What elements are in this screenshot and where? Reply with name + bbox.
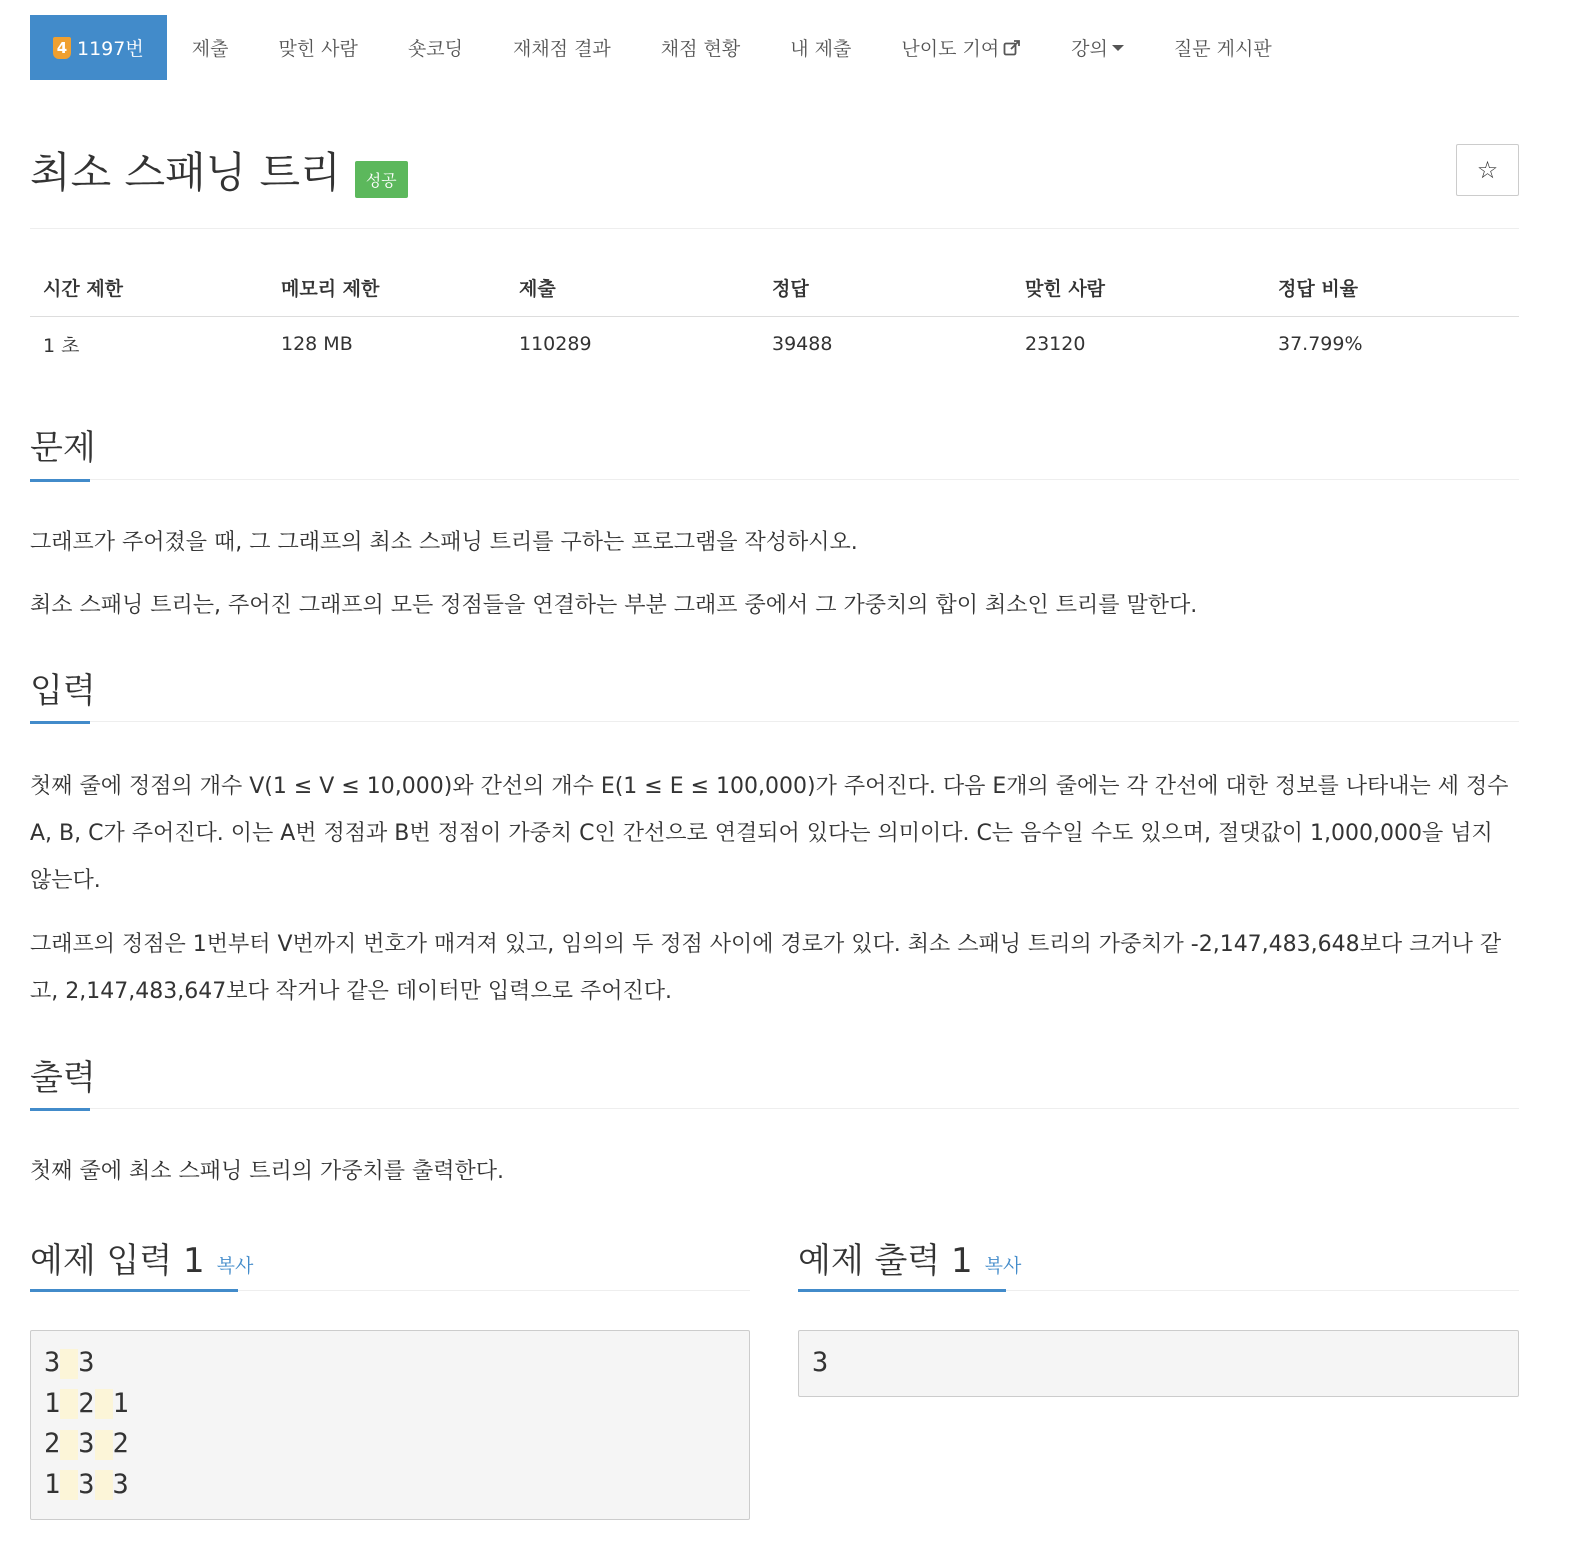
sample-input-underline — [30, 1289, 238, 1292]
nav-question-board[interactable] — [1149, 15, 1297, 80]
whitespace-marker — [60, 1349, 78, 1379]
section-underline-output — [30, 1108, 90, 1111]
whitespace-marker — [60, 1430, 78, 1460]
nav-question-board-label: 질문 게시판 — [1173, 38, 1272, 60]
sample-output-box[interactable] — [798, 1330, 1519, 1397]
info-header-memory-limit: 메모리 제한 — [268, 260, 506, 316]
nav-judge-status[interactable] — [636, 15, 765, 80]
sample-input-token: 2 — [78, 1387, 95, 1419]
input-description-1: 첫째 줄에 정점의 개수 V(1 ≤ V ≤ 10,000)와 간선의 개수 E(1 ≤ E ≤ 100,000)가 주어진다. 다음 E개의 줄에는 각 간선에 대한 정보를 나타내는 세 정수 A, B, C가 주어진다. 이는 A번 정점과 B번 정점이 가중치 C인 간선으로 연결되어 있다는 의미이다. C는 음수일 수도 있으며, 절댓값이 1,000,000을 넘지 않는다. — [30, 774, 1509, 893]
info-header-time-limit: 시간 제한 — [30, 260, 268, 316]
whitespace-marker — [95, 1389, 113, 1419]
nav-difficulty-contribution-label: 난이도 기여 — [901, 38, 1000, 60]
page-title: 최소 스패닝 트리 — [30, 148, 341, 197]
section-divider-input — [30, 721, 1519, 722]
info-header-accept-ratio: 정답 비율 — [1265, 260, 1519, 316]
copy-sample-output-link[interactable]: 복사 — [984, 1255, 1022, 1277]
nav-lectures-dropdown[interactable] — [1046, 15, 1149, 80]
section-heading-output: 출력 — [30, 1058, 96, 1098]
whitespace-marker — [60, 1389, 78, 1419]
nav-my-submissions[interactable] — [765, 15, 876, 80]
sample-output-underline — [798, 1289, 1006, 1292]
sample-input-token: 2 — [44, 1428, 61, 1459]
nav-submit[interactable] — [167, 15, 254, 80]
title-divider — [30, 228, 1519, 229]
info-solved-users: 23120 — [1025, 333, 1086, 356]
whitespace-marker — [95, 1470, 113, 1500]
sample-input-token: 3 — [78, 1428, 95, 1459]
title-row — [30, 140, 408, 200]
info-time-limit: 1 초 — [43, 334, 80, 357]
copy-sample-input-link[interactable]: 복사 — [216, 1255, 254, 1277]
section-divider-output — [30, 1108, 1519, 1109]
sample-input-token: 3 — [44, 1347, 61, 1378]
whitespace-marker — [95, 1430, 113, 1460]
info-header-row — [30, 260, 1519, 316]
section-divider-problem — [30, 479, 1519, 480]
info-header-submissions: 제출 — [506, 260, 759, 316]
sample-input-line — [44, 1424, 736, 1465]
problem-description-2: 최소 스패닝 트리는, 주어진 그래프의 모든 정점들을 연결하는 부분 그래프 중에서 그 가중치의 합이 최소인 트리를 말한다. — [30, 593, 1198, 618]
sample-input-token: 3 — [78, 1347, 95, 1378]
star-icon: ☆ — [1476, 156, 1499, 184]
info-header-solved-users: 맞힌 사람 — [1012, 260, 1265, 316]
nav-lectures-label: 강의 — [1071, 38, 1108, 60]
nav-my-submissions-label: 내 제출 — [790, 38, 852, 60]
sample-input-token: 2 — [112, 1428, 129, 1459]
sample-output-title: 예제 출력 1 — [798, 1241, 973, 1281]
nav-submit-label: 제출 — [191, 38, 229, 60]
caret-down-icon — [1112, 45, 1124, 51]
sample-output-heading — [798, 1233, 1021, 1282]
nav-short-coding-label: 숏코딩 — [407, 38, 463, 60]
whitespace-marker — [60, 1470, 78, 1500]
info-value-row — [30, 316, 1519, 372]
problem-nav — [30, 15, 1297, 80]
tier-badge-icon: 4 — [53, 37, 71, 59]
nav-short-coding[interactable] — [383, 15, 488, 80]
sample-input-token: 1 — [44, 1387, 61, 1419]
output-description: 첫째 줄에 최소 스패닝 트리의 가중치를 출력한다. — [30, 1159, 504, 1184]
problem-description-1: 그래프가 주어졌을 때, 그 그래프의 최소 스패닝 트리를 구하는 프로그램을 작성하시오. — [30, 530, 858, 555]
sample-input-token: 3 — [112, 1468, 129, 1500]
section-underline-problem — [30, 479, 90, 482]
nav-rejudge-results[interactable] — [488, 15, 636, 80]
sample-input-title: 예제 입력 1 — [30, 1241, 205, 1281]
sample-input-line — [44, 1465, 736, 1506]
nav-judge-status-label: 채점 현황 — [660, 38, 741, 60]
nav-solved-users[interactable] — [253, 15, 382, 80]
sample-input-token: 3 — [78, 1468, 95, 1500]
nav-difficulty-contribution[interactable] — [876, 15, 1046, 80]
sample-input-line — [44, 1343, 736, 1384]
problem-info-table — [30, 260, 1519, 372]
sample-input-token: 1 — [44, 1468, 61, 1500]
info-header-accepted: 정답 — [759, 260, 1012, 316]
status-badge: 성공 — [355, 161, 408, 198]
info-accept-ratio: 37.799% — [1278, 333, 1363, 356]
nav-rejudge-results-label: 재채점 결과 — [512, 38, 611, 60]
nav-solved-users-label: 맞힌 사람 — [278, 38, 358, 60]
info-submissions: 110289 — [519, 333, 592, 356]
sample-output-token: 3 — [812, 1347, 829, 1378]
favorite-star-button[interactable] — [1456, 144, 1519, 196]
info-memory-limit: 128 MB — [281, 333, 353, 356]
info-accepted: 39488 — [772, 333, 833, 356]
section-underline-input — [30, 721, 90, 724]
sample-input-box[interactable] — [30, 1330, 750, 1520]
section-heading-problem: 문제 — [30, 428, 96, 468]
section-heading-input: 입력 — [30, 671, 96, 711]
sample-input-line — [44, 1384, 736, 1425]
sample-output-line — [812, 1343, 1505, 1384]
input-description-2: 그래프의 정점은 1번부터 V번까지 번호가 매겨져 있고, 임의의 두 정점 사이에 경로가 있다. 최소 스패닝 트리의 가중치가 -2,147,483,648보다 크거나 같고, 2,147,483,647보다 작거나 같은 데이터만 입력으로 주어진다. — [30, 932, 1502, 1004]
problem-number-label: 1197번 — [77, 38, 144, 60]
sample-input-heading — [30, 1233, 253, 1282]
external-link-icon — [1003, 39, 1021, 57]
sample-input-token: 1 — [112, 1387, 129, 1419]
nav-problem-number[interactable] — [30, 15, 167, 80]
